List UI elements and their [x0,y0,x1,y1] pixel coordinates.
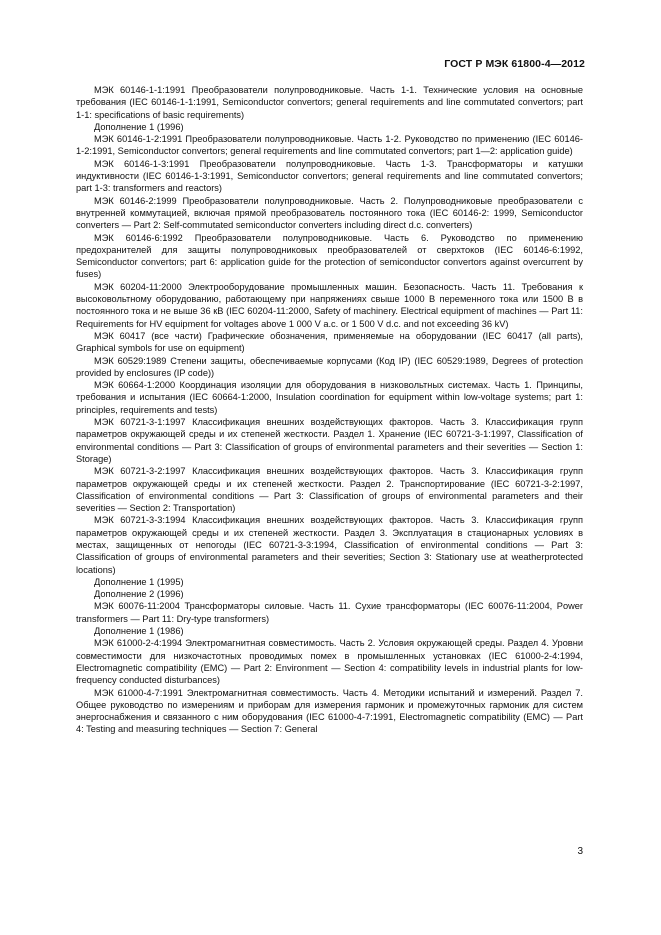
reference-paragraph: Дополнение 2 (1996) [94,589,184,600]
document-body [76,84,583,736]
reference-paragraph: МЭК 61000-2-4:1994 Электромагнитная совместимость. Часть 2. Условия окружающей среды. Раздел 4. Уровни совместимости для низкочастотных проводимых помех в промышленных установках (IEC 61000-2-4:1994, Electromagnetic compatibility (EMC) — Part 2: Environment — Section 4: compatibility levels in industrial plants for low-frequency conducted disturbances) [76,638,583,686]
reference-paragraph: МЭК 60204-11:2000 Электрооборудование промышленных машин. Безопасность. Часть 11. Требования к высоковольтному оборудованию, работающему при напряжениях свыше 1000 В переменного тока или 1500 В в постоянного тока и не выше 36 кВ (IEC 60204-11:2000, Safety of machinery. Electrical equipment of machines — Part 11: Requirements for HV equipment for voltages above 1 000 V a.c. or 1 500 V d.c. and not exceeding 36 kV) [76,281,583,329]
reference-paragraph: МЭК 60146-1-3:1991 Преобразователи полупроводниковые. Часть 1-3. Трансформаторы и катушки индуктивности (IEC 60146-1-3:1991, Semiconductor convertors; general requirements and line commutated convertors; part 1-3: transformers and reactors) [76,158,583,194]
reference-paragraph: Дополнение 1 (1996) [94,121,184,132]
reference-paragraph: МЭК 60146-1-1:1991 Преобразователи полупроводниковые. Часть 1-1. Технические условия на основные требования (IEC 60146-1-1:1991, Semiconductor convertors; general requirements and line commutated convertors; part 1-1: specifications of basic requirements) [76,85,583,120]
reference-paragraph: МЭК 60721-3-3:1994 Классификация внешних воздействующих факторов. Часть 3. Классификация групп параметров окружающей среды и их степеней жесткости. Раздел 3. Эксплуатация в стационарных условиях в местах, защищенных от непогоды (IEC 60721-3-3:1994, Classification of environmental conditions — Part 3: Classification of groups of environmental parameters and their severities; Section 3: Stationary use at weatherprotected locations) [76,515,583,575]
reference-paragraph: МЭК 60146-2:1999 Преобразователи полупроводниковые. Часть 2. Полупроводниковые преобразователи с внутренней коммутацией, включая прямой преобразователь постоянного тока (IEC 60146-2: 1999, Semiconductor converters — Part 2: Self-commutated semiconductor converters including direct d.c. converters) [76,195,583,231]
reference-paragraph: Дополнение 1 (1995) [94,576,184,587]
reference-paragraph: МЭК 60417 (все части) Графические обозначения, применяемые на оборудовании (IEC 60417 (all parts), Graphical symbols for use on equipment) [76,330,583,354]
reference-paragraph: Дополнение 1 (1986) [94,626,184,637]
reference-paragraph: МЭК 60721-3-2:1997 Классификация внешних воздействующих факторов. Часть 3. Классификация групп параметров окружающей среды и их степеней жесткости. Раздел 2. Транспортирование (IEC 60721-3-2:1997, Classification of environmental conditions — Part 3: Classification of groups of environmental parameters and their severities — Section 2: Transportation) [76,466,583,514]
reference-paragraph: МЭК 60721-3-1:1997 Классификация внешних воздействующих факторов. Часть 3. Классификация групп параметров окружающей среды и их степеней жесткости. Раздел 1. Хранение (IEC 60721-3-1:1997, Classification of environmental conditions — Part 3: Classification of groups of environmental parameters and their severities — Section 1: Storage) [76,417,583,464]
reference-paragraph: МЭК 60146-6:1992 Преобразователи полупроводниковые. Часть 6. Руководство по применению предохранителей для защиты полупроводниковых преобразователей от сверхтоков (IEC 60146-6:1992, Semiconductor convertors; part 6: application guide for the protection of semiconductor convertors against overcurrent by fuses) [76,232,583,280]
document-header: ГОСТ Р МЭК 61800-4—2012 [444,58,585,70]
reference-paragraph: МЭК 60146-1-2:1991 Преобразователи полупроводниковые. Часть 1-2. Руководство по применению (IEC 60146-1-2:1991, Semiconductor convertors; general requirements and line commutated convertors; part 1—2: application guide) [76,134,583,157]
reference-paragraph: МЭК 60076-11:2004 Трансформаторы силовые. Часть 11. Сухие трансформаторы (IEC 60076-11:2004, Power transformers — Part 11: Dry-type transformers) [76,601,583,624]
page-number: 3 [577,846,583,857]
reference-paragraph: МЭК 61000-4-7:1991 Электромагнитная совместимость. Часть 4. Методики испытаний и измерений. Раздел 7. Общее руководство по измерениям и приборам для измерения гармоник и промежуточных гармоник для систем энергоснабжения и связанного с ним оборудования (IEC 61000-4-7:1991, Electromagnetic compatibility (EMC) — Part 4: Testing and measuring techniques — Section 7: General [76,687,583,735]
reference-paragraph: МЭК 60529:1989 Степени защиты, обеспечиваемые корпусами (Код IP) (IEC 60529:1989, Degrees of protection provided by enclosures (IP code)) [76,355,583,378]
reference-paragraph: МЭК 60664-1:2000 Координация изоляции для оборудования в низковольтных системах. Часть 1. Принципы, требования и испытания (IEC 60664-1:2000, Insulation coordination for equipment within low-voltage systems; part 1: principles, requirements and tests) [76,380,583,415]
